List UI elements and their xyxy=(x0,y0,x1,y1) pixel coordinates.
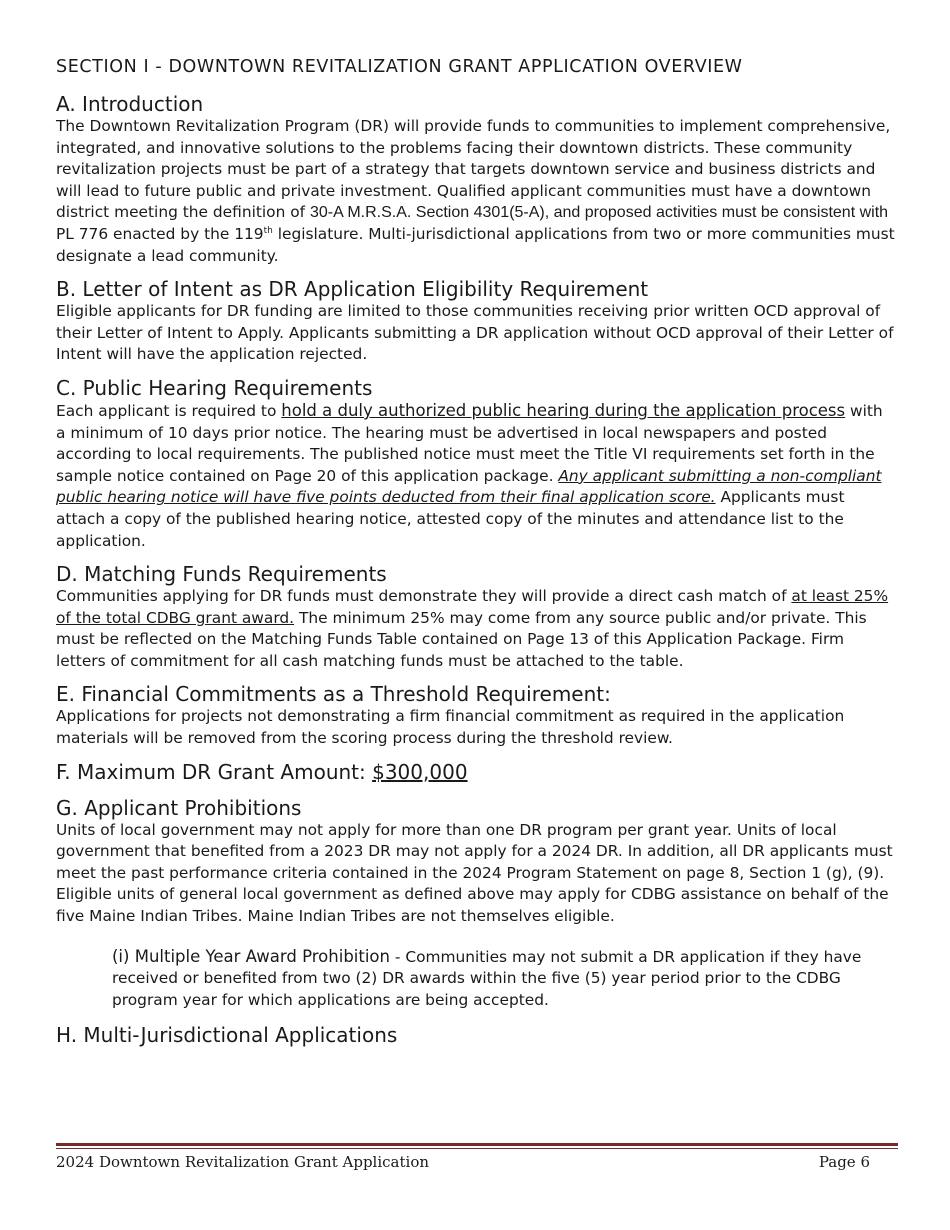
section-c xyxy=(56,376,896,552)
paragraph-applicant-prohibitions: Units of local government may not apply for more than one DR program per grant year. Units of local government that benefited from a 2023 DR may not apply for a 2024 DR. In addition, all DR applicants must meet the past performance criteria contained in the 2024 Program Statement on page 8, Section 1 (g), (9). Eligible units of general local government as defined above may apply for CDBG assistance on behalf of the five Maine Indian Tribes. Maine Indian Tribes are not themselves eligible. xyxy=(56,820,893,926)
section-e xyxy=(56,682,896,749)
section-title: SECTION I - DOWNTOWN REVITALIZATION GRANT APPLICATION OVERVIEW xyxy=(56,57,743,77)
intro-sup: th xyxy=(263,225,273,236)
paragraph-financial-commitments: Applications for projects not demonstrating a firm financial commitment as required in the application materials will be removed from the scoring process during the threshold review. xyxy=(56,707,845,748)
section-b xyxy=(56,277,896,366)
intro-text-3: legislature. Multi-jurisdictional applications from two or more communities must designate a lead community. xyxy=(56,224,895,265)
footer-rule xyxy=(56,1143,898,1146)
section-g xyxy=(56,796,896,1012)
multiple-year-text: - Communities may not submit a DR application if they have received or benefited from two (2) DR awards within the five (5) year period prior to the CDBG program year for which applications are being accepted. xyxy=(112,947,862,1009)
section-d xyxy=(56,562,896,672)
heading-financial-commitments: E. Financial Commitments as a Threshold Requirement: xyxy=(56,682,611,707)
section-h xyxy=(56,1023,896,1047)
hearing-penalty-note: Any applicant submitting a non-compliant public hearing notice will have five points deducted from their final application score. xyxy=(56,466,882,507)
intro-text-1: The Downtown Revitalization Program (DR) will provide funds to communities to implement comprehensive, integrated, and innovative solutions to the problems facing their downtown districts. These community revitalization projects must be part of a strategy that targets downtown service and business districts and will lead to future public and private investment. Qualified applicant communities must have a downtown district meeting the definition of xyxy=(56,117,891,222)
paragraph-public-hearing xyxy=(56,400,896,552)
heading-applicant-prohibitions: G. Applicant Prohibitions xyxy=(56,795,302,820)
hearing-text-1: Each applicant is required to xyxy=(56,401,282,420)
intro-statute: 30-A M.R.S.A. Section 4301(5-A), and proposed activities must be consistent with xyxy=(309,204,889,222)
intro-text-2: PL 776 enacted by the 119 xyxy=(56,224,264,243)
heading-public-hearing: C. Public Hearing Requirements xyxy=(56,375,373,400)
heading-max-grant xyxy=(56,760,896,784)
paragraph-matching-funds xyxy=(56,586,896,672)
footer-rule-thin xyxy=(56,1148,898,1149)
matching-text-2: The minimum 25% may come from any source public and/or private. This must be reflected on the Matching Funds Table contained on Page 13 of this Application Package. Firm letters of commitment for all cash matching funds must be attached to the table. xyxy=(56,608,867,670)
document-page xyxy=(56,56,896,1057)
section-a xyxy=(56,92,896,267)
hearing-text-2: with a minimum of 10 days prior notice. The hearing must be advertised in local newspapers and posted according to local requirements. The published notice must meet the Title VI requirements set forth in the sample notice contained on Page 20 of this application package. xyxy=(56,401,883,485)
section-f xyxy=(56,760,896,784)
max-grant-amount: $300,000 xyxy=(372,759,468,784)
hearing-underline: hold a duly authorized public hearing during the application process xyxy=(281,400,846,420)
matching-underline: at least 25% of the total CDBG grant award. xyxy=(56,587,889,627)
matching-text-1: Communities applying for DR funds must demonstrate they will provide a direct cash match of xyxy=(56,587,792,606)
heading-letter-of-intent: B. Letter of Intent as DR Application Eligibility Requirement xyxy=(56,277,649,302)
heading-introduction: A. Introduction xyxy=(56,92,204,116)
multiple-year-lead: (i) Multiple Year Award Prohibition xyxy=(112,946,390,966)
multiple-year-prohibition xyxy=(112,946,896,1012)
heading-matching-funds: D. Matching Funds Requirements xyxy=(56,562,387,587)
paragraph-introduction xyxy=(56,116,896,267)
footer-document-title: 2024 Downtown Revitalization Grant Application xyxy=(56,1153,430,1171)
footer-page-number: Page 6 xyxy=(818,1153,870,1171)
heading-multi-jurisdictional: H. Multi-Jurisdictional Applications xyxy=(56,1023,398,1048)
max-grant-label: F. Maximum DR Grant Amount: xyxy=(56,759,373,784)
paragraph-letter-of-intent: Eligible applicants for DR funding are limited to those communities receiving prior written OCD approval of their Letter of Intent to Apply. Applicants submitting a DR application without OCD approval of their Letter of Intent will have the application rejected. xyxy=(56,302,894,364)
hearing-text-3: Applicants must attach a copy of the published hearing notice, attested copy of the minutes and attendance list to the application. xyxy=(56,488,845,550)
